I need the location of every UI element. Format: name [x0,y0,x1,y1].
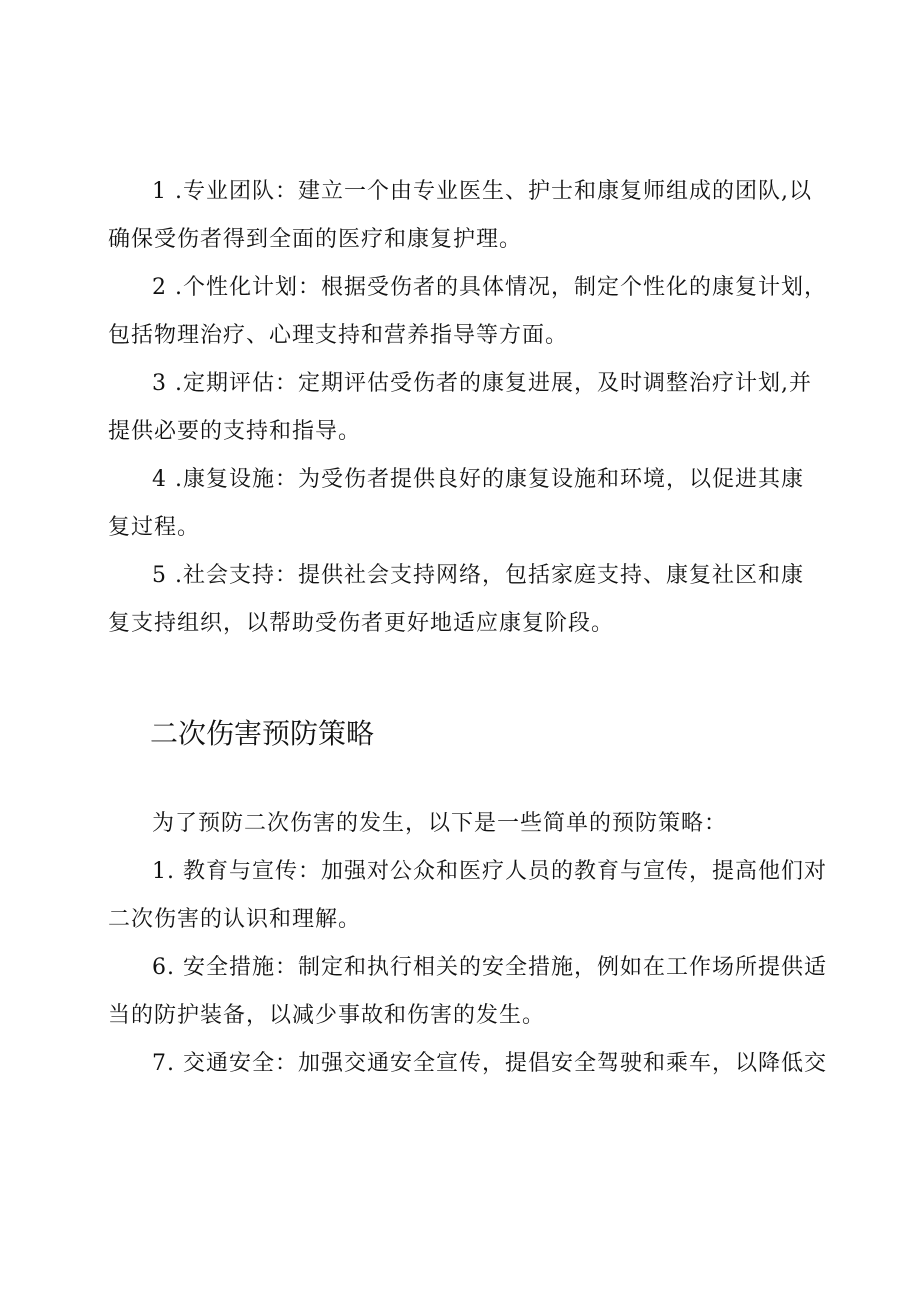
list-item-line: 5 .社会支持：提供社会支持网络，包括家庭支持、康复社区和康 [152,563,804,588]
list-item-line: 二次伤害的认识和理解。 [108,907,362,932]
list-item-line: 确保受伤者得到全面的医疗和康复护理。 [108,227,523,252]
list-item [108,1040,827,1088]
list-item [108,264,827,360]
list-item-line: 复过程。 [108,515,201,540]
list-item-line: 提供必要的支持和指导。 [108,419,362,444]
list-item-line: 复支持组织，以帮助受伤者更好地适应康复阶段。 [108,611,615,636]
list-item-line: 4 .康复设施：为受伤者提供良好的康复设施和环境，以促进其康 [152,467,804,492]
list-item-line: 2 .个性化计划：根据受伤者的具体情况，制定个性化的康复计划， [152,275,827,300]
list-item [108,456,822,552]
list-item-line: 6. 安全措施：制定和执行相关的安全措施，例如在工作场所提供适 [152,955,827,980]
list-item-line: 包括物理治疗、心理支持和营养指导等方面。 [108,323,569,348]
intro-line: 为了预防二次伤害的发生，以下是一些简单的预防策略： [152,811,728,836]
list-item [108,360,822,456]
list-item [108,168,822,264]
list-item-line: 当的防护装备，以减少事故和伤害的发生。 [108,1003,546,1028]
list-item-line: 7. 交通安全：加强交通安全宣传，提倡安全驾驶和乘车，以降低交 [152,1051,827,1076]
intro-paragraph [108,800,822,848]
list-item [108,944,827,1040]
list-item-line: 1. 教育与宣传：加强对公众和医疗人员的教育与宣传，提高他们对 [152,859,827,884]
list-item [108,552,822,648]
section-heading: 二次伤害预防策略 [150,717,375,750]
list-item [108,848,827,944]
list-item-line: 3 .定期评估：定期评估受伤者的康复进展，及时调整治疗计划,并 [152,371,812,396]
list-item-line: 1 .专业团队：建立一个由专业医生、护士和康复师组成的团队,以 [152,179,812,204]
